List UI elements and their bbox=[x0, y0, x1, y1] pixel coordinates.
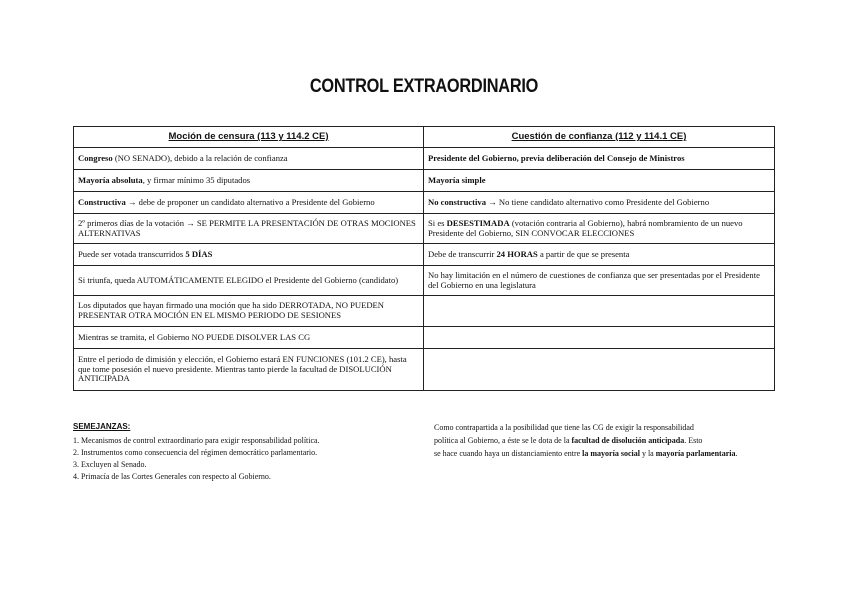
bold-text: Presidente del Gobierno, previa deliberación del Consejo de Ministros bbox=[428, 152, 685, 163]
bold-text: No constructiva bbox=[428, 196, 486, 207]
list-item: 4. Primacía de las Cortes Generales con respecto al Gobierno. bbox=[73, 472, 271, 481]
text: → debe de proponer un candidato alternativo a Presidente del Gobierno bbox=[125, 196, 375, 207]
text: . Esto bbox=[684, 436, 703, 445]
table-row bbox=[74, 170, 775, 192]
comparison-table bbox=[73, 126, 775, 391]
text: a partir de que se presenta bbox=[537, 248, 630, 259]
cell-left: Entre el periodo de dimisión y elección, el Gobierno estará EN FUNCIONES (101.2 CE), hasta que tome posesión el nuevo presidente. Mientras tanto pierde la facultad de DISOLUCIÓN ANTICIPADA bbox=[74, 349, 424, 391]
bold-text: facultad de disolución anticipada bbox=[571, 436, 685, 445]
table-row bbox=[74, 192, 775, 214]
cell-right bbox=[424, 192, 775, 214]
cell-left bbox=[74, 170, 424, 192]
note-line bbox=[434, 434, 754, 447]
bold-text: Congreso bbox=[78, 152, 113, 163]
text: , y firmar mínimo 35 diputados bbox=[142, 174, 251, 185]
semejanzas-title: SEMEJANZAS: bbox=[73, 422, 131, 431]
table-row bbox=[74, 327, 775, 349]
bold-text: la mayoría social bbox=[582, 449, 640, 458]
text: Si es bbox=[428, 217, 447, 228]
text: (votación contraria al Gobierno), habrá nombramiento de un nuevo Presidente del Gobierno, SIN CONVOCAR ELECCIONES bbox=[428, 217, 743, 238]
table-row bbox=[74, 266, 775, 296]
cell-right bbox=[424, 214, 775, 244]
bold-text: mayoría parlamentaria bbox=[655, 449, 736, 458]
text: . bbox=[735, 449, 738, 458]
bold-text: Mayoría simple bbox=[428, 174, 486, 185]
cell-right bbox=[424, 148, 775, 170]
list-item: 2. Instrumentos como consecuencia del régimen democrático parlamentario. bbox=[73, 448, 318, 457]
table-row bbox=[74, 349, 775, 391]
note-line bbox=[434, 447, 754, 460]
text: (NO SENADO), debido a la relación de confianza bbox=[112, 152, 288, 163]
bold-text: DESESTIMADA bbox=[446, 217, 510, 228]
text: se hace cuando haya un distanciamiento entre bbox=[434, 449, 583, 458]
table-row bbox=[74, 148, 775, 170]
header-mocion-censura: Moción de censura (113 y 114.2 CE) bbox=[74, 127, 424, 148]
table-row bbox=[74, 296, 775, 327]
cell-right bbox=[424, 170, 775, 192]
cell-left bbox=[74, 148, 424, 170]
cell-right bbox=[424, 349, 775, 391]
table-header-row bbox=[74, 127, 775, 148]
disolucion-note bbox=[434, 421, 754, 460]
cell-left: Los diputados que hayan firmado una moción que ha sido DERROTADA, NO PUEDEN PRESENTAR OTRA MOCIÓN EN EL MISMO PERIODO DE SESIONES bbox=[74, 296, 424, 327]
cell-left bbox=[74, 244, 424, 266]
cell-right bbox=[424, 327, 775, 349]
text: Debe de transcurrir bbox=[428, 248, 497, 259]
page-title: CONTROL EXTRAORDINARIO bbox=[309, 76, 539, 97]
table-row bbox=[74, 244, 775, 266]
bold-text: 24 HORAS bbox=[496, 248, 538, 259]
bold-text: Mayoría absoluta bbox=[78, 174, 143, 185]
cell-left: Mientras se tramita, el Gobierno NO PUEDE DISOLVER LAS CG bbox=[74, 327, 424, 349]
bold-text: Constructiva bbox=[78, 196, 126, 207]
list-item: 1. Mecanismos de control extraordinario para exigir responsabilidad política. bbox=[73, 436, 320, 445]
text: → No tiene candidato alternativo como Presidente del Gobierno bbox=[486, 196, 710, 207]
cell-left: Si triunfa, queda AUTOMÁTICAMENTE ELEGIDO el Presidente del Gobierno (candidato) bbox=[74, 266, 424, 296]
cell-right: No hay limitación en el número de cuestiones de confianza que ser presentadas por el Presidente del Gobierno en una legislatura bbox=[424, 266, 775, 296]
cell-right bbox=[424, 244, 775, 266]
header-cuestion-confianza: Cuestión de confianza (112 y 114.1 CE) bbox=[424, 127, 775, 148]
list-item: 3. Excluyen al Senado. bbox=[73, 460, 147, 469]
cell-left bbox=[74, 192, 424, 214]
bold-text: 5 DÍAS bbox=[185, 248, 213, 259]
cell-left: 2º primeros días de la votación → SE PERMITE LA PRESENTACIÓN DE OTRAS MOCIONES ALTERNATIVAS bbox=[74, 214, 424, 244]
text: y la bbox=[639, 449, 656, 458]
text: política al Gobierno, a éste se le dota de la bbox=[434, 436, 572, 445]
note-line: Como contrapartida a la posibilidad que tiene las CG de exigir la responsabilidad bbox=[434, 423, 694, 432]
text: Puede ser votada transcurridos bbox=[78, 248, 186, 259]
table-row bbox=[74, 214, 775, 244]
semejanzas-section bbox=[73, 421, 403, 483]
cell-right bbox=[424, 296, 775, 327]
